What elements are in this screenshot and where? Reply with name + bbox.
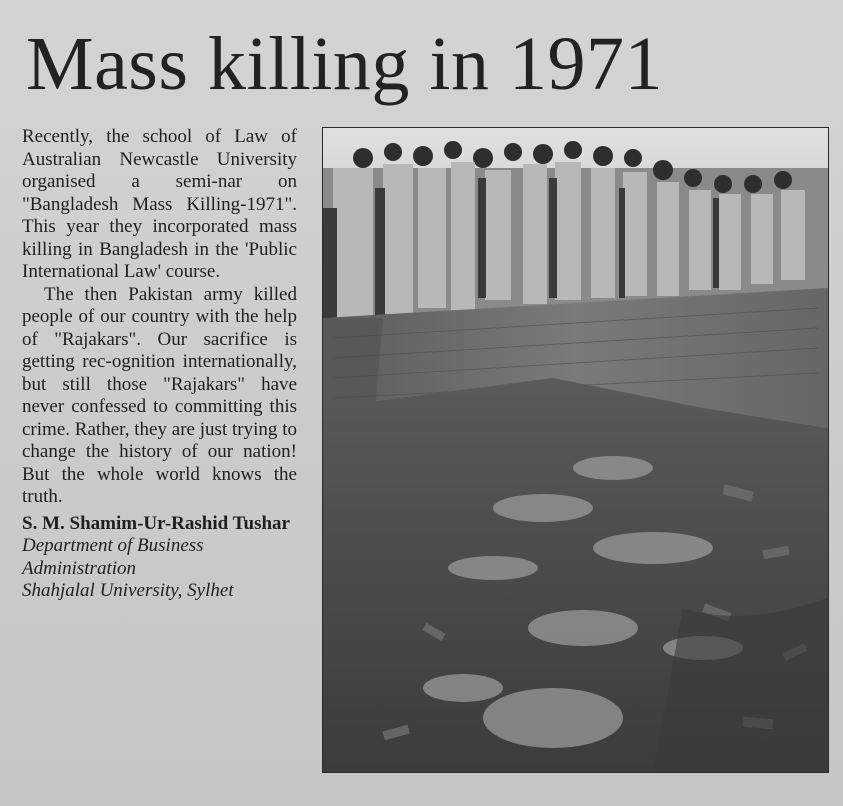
photograph-image <box>323 128 828 772</box>
article-paragraph-2: The then Pakistan army killed people of our country with the help of "Rajakars". Our sacrifice is getting rec-ognition internationally, but still those "Rajakars" have never confessed to committing this crime. Rather, they are just trying to change the history of our nation! But the whole world knows the truth. <box>22 283 297 507</box>
author-department: Department of Business Administration <box>22 535 204 579</box>
article-column <box>22 126 297 603</box>
article-paragraph-1: Recently, the school of Law of Australian Newcastle University organised a semi-nar on "Bangladesh Mass Killing-1971". This year they incorporated mass killing in Bangladesh in the 'Public International Law' course. <box>22 126 297 282</box>
pit-floor <box>323 378 828 772</box>
author-name: S. M. Shamim-Ur-Rashid Tushar <box>22 512 290 534</box>
historical-photograph <box>322 127 829 773</box>
headline: Mass killing in 1971 <box>26 22 664 106</box>
author-university: Shahjalal University, Sylhet <box>22 580 234 601</box>
